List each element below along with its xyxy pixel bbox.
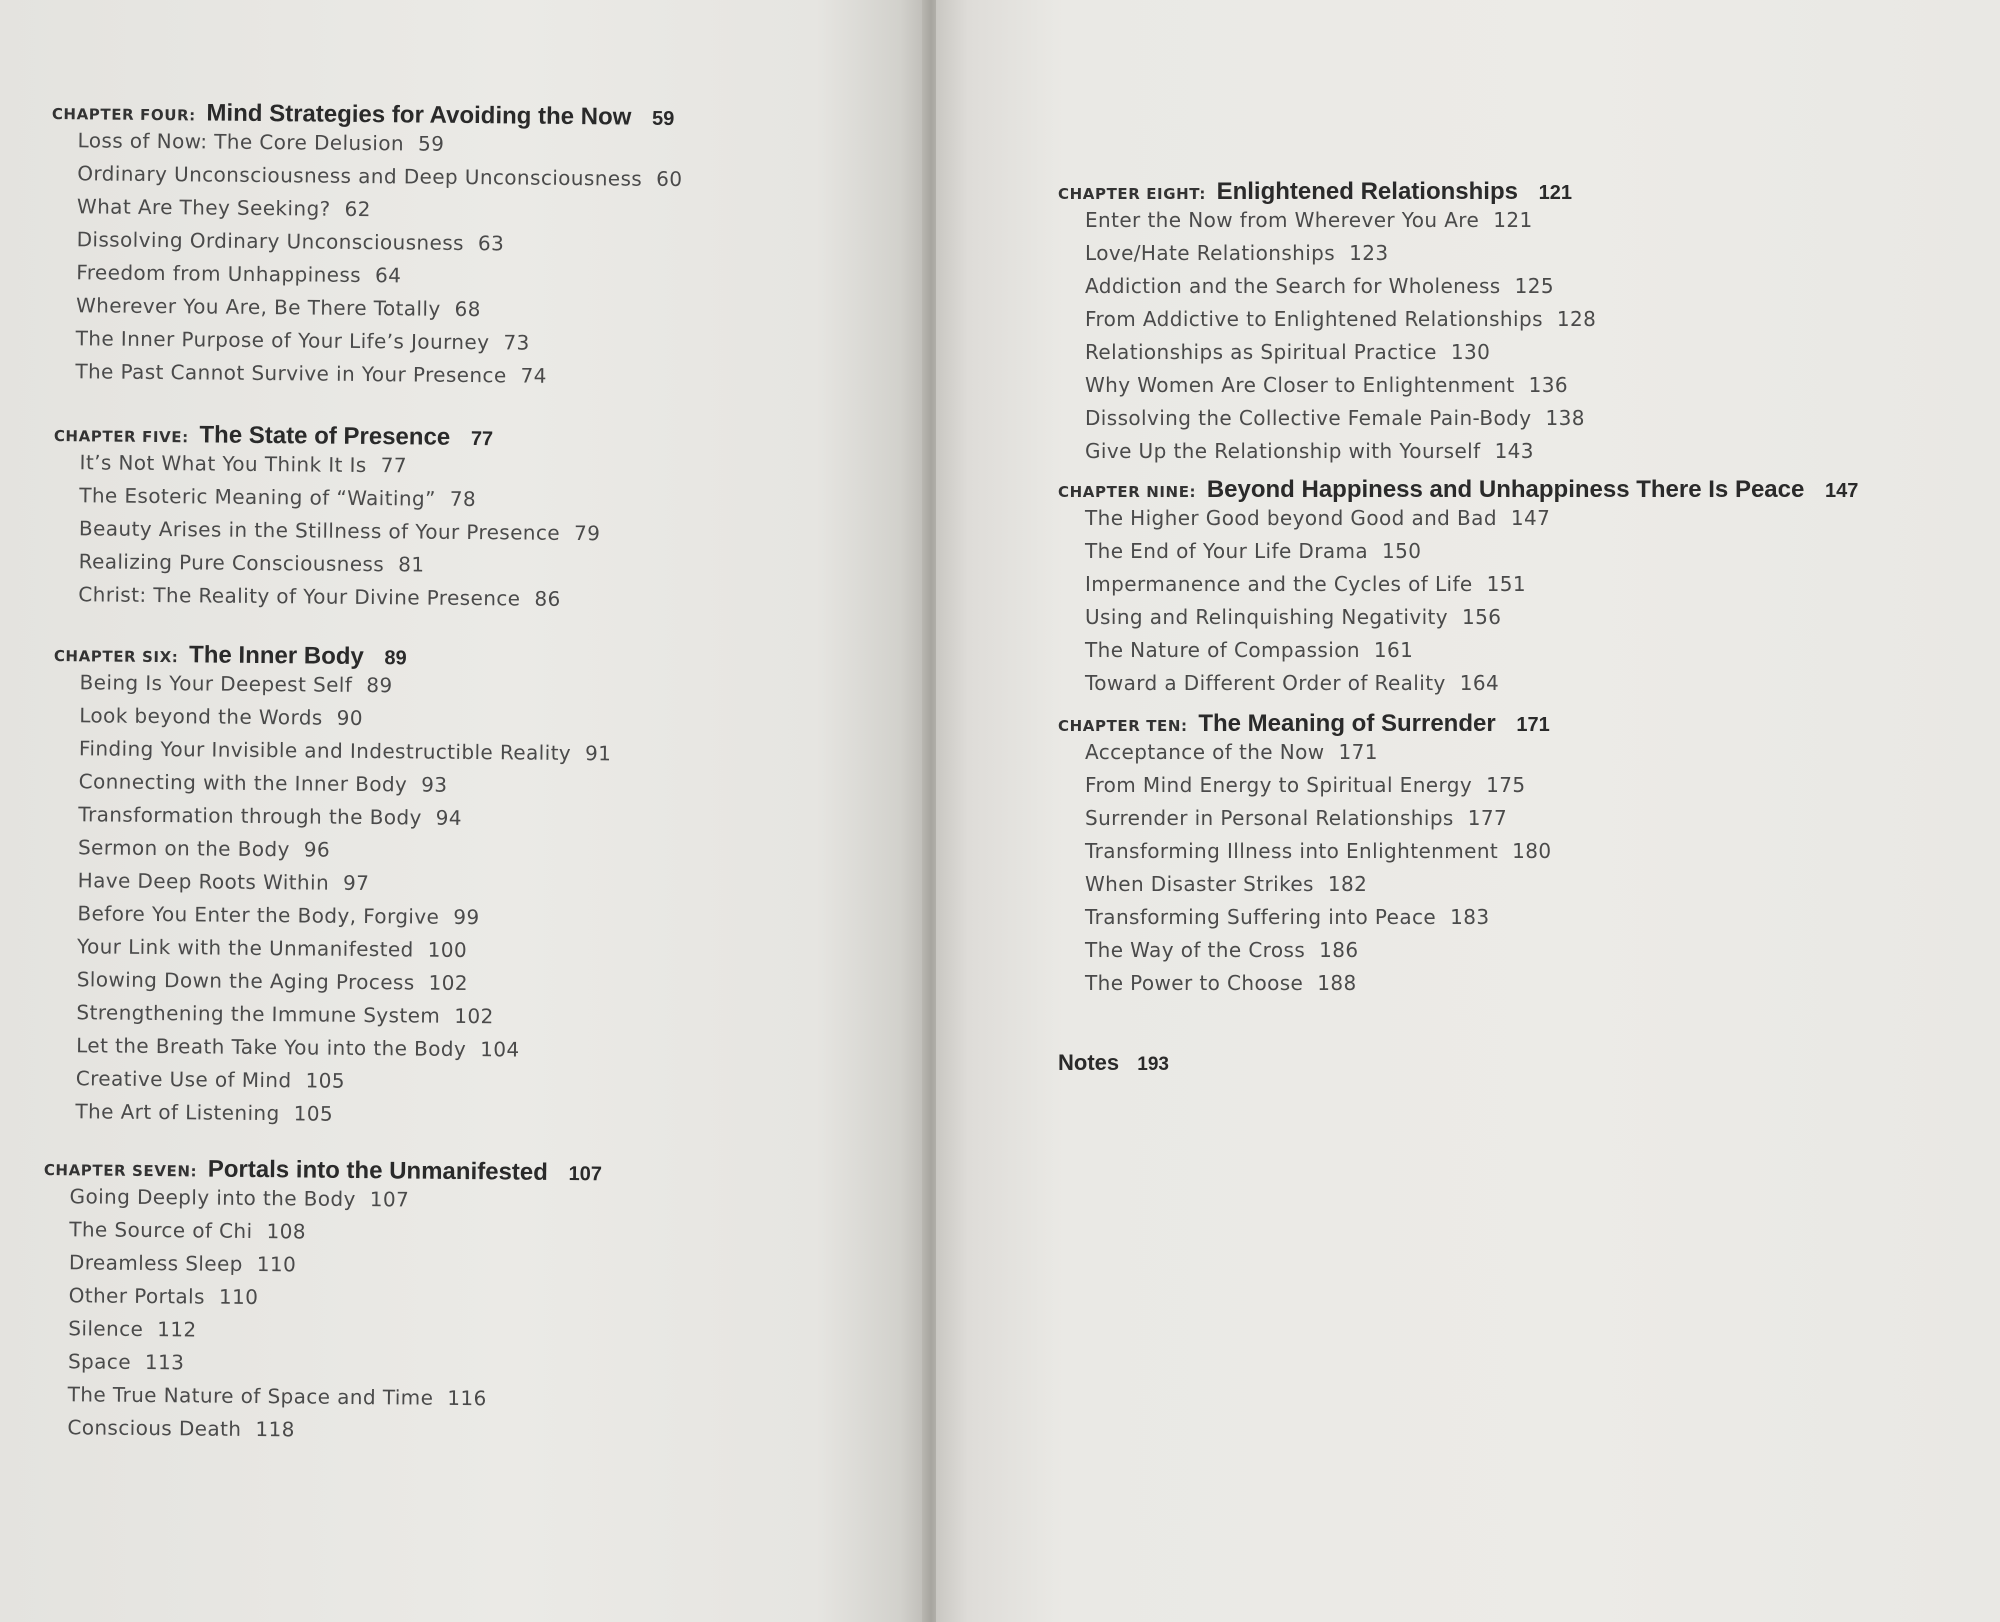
toc-entry [79,545,601,583]
toc-entry [76,1062,609,1100]
chapter-label: CHAPTER SEVEN: [43,1160,198,1181]
entry-title: Beauty Arises in the Stillness of Your Presence [78,516,561,545]
entry-page-number: 102 [454,1003,494,1029]
chapter-page-number: 107 [568,1163,603,1186]
entry-title: Enter the Now from Wherever You Are [1085,208,1480,232]
chapter-page-number: 59 [651,107,675,130]
toc-entry [1085,769,1552,802]
entry-page-number: 125 [1514,274,1554,298]
entry-page-number: 177 [1467,806,1508,830]
entry-title: Impermanence and the Cycles of Life [1085,572,1473,596]
chapter-page-number: 89 [384,647,407,670]
entry-title: Acceptance of the Now [1085,740,1325,764]
entry-page-number: 136 [1528,373,1569,397]
toc-entry [77,963,610,1001]
entry-title: Conscious Death [67,1415,242,1441]
entry-title: The End of Your Life Drama [1085,539,1369,563]
entry-page-number: 138 [1545,406,1585,430]
chapter-page-number: 147 [1825,480,1859,502]
toc-entry [79,765,612,803]
toc-entry [1085,336,1596,369]
section-list [49,666,612,1133]
chapter-seven [41,1156,602,1449]
toc-entry [68,1378,600,1416]
entry-page-number: 151 [1486,572,1526,596]
toc-entry [78,831,611,869]
chapter-title: The Inner Body [189,641,364,670]
entry-title: The True Nature of Space and Time [67,1382,434,1410]
entry-title: Transforming Suffering into Peace [1085,905,1437,929]
entry-title: Christ: The Reality of Your Divine Presence [78,582,521,611]
toc-entry [1085,369,1596,402]
entry-page-number: 118 [255,1417,295,1442]
notes-entry [1058,1050,1169,1076]
chapter-five [52,422,601,616]
entry-page-number: 81 [398,552,425,577]
entry-title: It’s Not What You Think It Is [79,450,367,478]
entry-page-number: 79 [573,520,601,546]
entry-title: Have Deep Roots Within [77,868,330,895]
entry-title: Transformation through the Body [78,802,422,830]
entry-title: Wherever You Are, Be There Totally [75,293,441,321]
toc-entry [1085,901,1552,934]
entry-page-number: 100 [427,937,468,962]
chapter-label: CHAPTER TEN: [1058,717,1188,735]
entry-page-number: 91 [584,741,612,766]
toc-entry [68,1312,600,1350]
toc-entry [1085,237,1596,270]
entry-title: Dissolving Ordinary Unconsciousness [76,227,465,255]
entry-title: Freedom from Unhappiness [76,260,362,287]
entry-title: The Art of Listening [75,1099,280,1126]
chapter-title: Enlightened Relationships [1216,178,1518,205]
entry-title: Sermon on the Body [77,835,290,862]
entry-page-number: 161 [1373,638,1414,662]
toc-entry [77,930,610,968]
toc-entry [1085,568,1858,601]
toc-entry [78,864,611,902]
chapter-title: The State of Presence [199,421,451,451]
chapter-heading [1058,712,1552,736]
entry-page-number: 74 [520,363,547,388]
entry-page-number: 182 [1327,872,1368,896]
section-list [1058,736,1552,1000]
entry-title: Relationships as Spiritual Practice [1085,340,1437,364]
entry-title: From Addictive to Enlightened Relationships [1085,307,1543,331]
toc-entry [79,479,601,517]
entry-title: The Source of Chi [69,1217,253,1244]
entry-page-number: 113 [144,1349,185,1375]
entry-title: Realizing Pure Consciousness [78,549,385,577]
toc-entry [1085,303,1596,336]
entry-title: Transforming Illness into Enlightenment [1085,839,1499,863]
entry-title: Surrender in Personal Relationships [1085,806,1454,830]
chapter-heading [1058,478,1858,502]
toc-entry [1085,667,1858,700]
entry-title: The Esoteric Meaning of “Waiting” [79,483,436,511]
entry-page-number: 143 [1494,439,1534,463]
entry-title: Strengthening the Immune System [76,1000,441,1028]
entry-title: Going Deeply into the Body [69,1184,356,1211]
entry-title: The Way of the Cross [1085,938,1306,962]
entry-page-number: 97 [342,870,370,896]
entry-page-number: 164 [1459,671,1500,695]
entry-page-number: 62 [344,196,371,222]
entry-title: The Nature of Compassion [1085,638,1360,662]
entry-title: The Inner Purpose of Your Life’s Journey [75,326,490,355]
entry-page-number: 123 [1349,241,1389,265]
entry-page-number: 183 [1450,905,1490,929]
chapter-heading [1058,180,1596,204]
toc-entry [1085,435,1596,468]
section-list [1058,204,1596,468]
entry-page-number: 63 [477,231,505,256]
entry-page-number: 105 [305,1068,346,1093]
chapter-label: CHAPTER NINE: [1058,483,1197,501]
entry-page-number: 156 [1462,605,1502,629]
entry-title: Give Up the Relationship with Yourself [1085,439,1481,463]
entry-title: The Past Cannot Survive in Your Presence [75,359,507,388]
entry-title: From Mind Energy to Spiritual Energy [1085,773,1473,797]
entry-page-number: 110 [218,1284,259,1310]
chapter-title: Portals into the Unmanifested [207,1155,548,1186]
entry-page-number: 180 [1512,839,1552,863]
entry-page-number: 121 [1493,208,1533,232]
chapter-ten [1058,712,1552,1000]
entry-page-number: 175 [1486,773,1526,797]
left-page [0,0,928,1622]
entry-title: Connecting with the Inner Body [78,769,408,797]
section-list [41,1180,602,1449]
toc-entry [1085,634,1858,667]
section-list [52,446,601,616]
entry-page-number: 188 [1317,971,1357,995]
entry-page-number: 86 [534,586,561,611]
toc-entry [69,1213,601,1251]
toc-entry [68,1345,600,1383]
toc-entry [1085,601,1858,634]
entry-title: Loss of Now: The Core Delusion [77,128,405,156]
toc-entry [79,446,601,484]
entry-page-number: 64 [374,263,402,288]
chapter-six [49,642,612,1133]
toc-entry [1085,802,1552,835]
toc-entry [69,1246,601,1284]
entry-page-number: 107 [369,1187,410,1212]
toc-entry [1085,502,1858,535]
toc-entry [75,355,680,394]
section-list [1058,502,1858,700]
entry-page-number: 68 [454,296,481,322]
entry-title: Space [67,1349,132,1374]
toc-entry [1085,270,1596,303]
toc-entry [1085,934,1552,967]
toc-entry [69,1180,601,1218]
toc-entry [77,897,610,935]
chapter-label: CHAPTER SIX: [53,646,179,667]
entry-title: Finding Your Invisible and Indestructible Reality [78,736,572,765]
entry-title: Toward a Different Order of Reality [1085,671,1446,695]
toc-entry [67,1411,599,1449]
toc-entry [69,1279,601,1317]
notes-title: Notes [1058,1050,1120,1075]
entry-page-number: 99 [453,904,480,930]
entry-title: Ordinary Unconsciousness and Deep Unconsciousness [77,161,643,191]
entry-page-number: 128 [1556,307,1597,331]
entry-title: The Higher Good beyond Good and Bad [1085,506,1497,530]
entry-page-number: 102 [428,970,469,995]
entry-title: Love/Hate Relationships [1085,241,1336,265]
entry-title: When Disaster Strikes [1085,872,1314,896]
entry-page-number: 59 [417,131,445,156]
toc-entry [79,732,612,770]
toc-entry [1085,835,1552,868]
toc-entry [76,1029,609,1067]
entry-title: Dreamless Sleep [68,1250,243,1276]
toc-entry [1085,535,1858,568]
entry-page-number: 110 [256,1252,297,1277]
entry-title: Dissolving the Collective Female Pain-Body [1085,406,1532,430]
chapter-nine [1058,478,1858,700]
entry-page-number: 78 [449,486,477,512]
toc-entry [79,699,612,737]
chapter-page-number: 171 [1516,714,1550,736]
entry-title: Being Is Your Deepest Self [79,670,353,697]
entry-page-number: 171 [1338,740,1378,764]
toc-entry [1085,204,1596,237]
entry-page-number: 116 [447,1385,487,1411]
chapter-label: CHAPTER FIVE: [53,426,189,447]
toc-entry [78,798,611,836]
entry-title: Let the Breath Take You into the Body [76,1033,467,1061]
toc-entry [75,1095,608,1133]
entry-title: Silence [68,1316,144,1341]
toc-entry [1085,868,1552,901]
entry-title: Your Link with the Unmanifested [76,934,414,962]
entry-page-number: 89 [366,673,393,698]
entry-title: Other Portals [68,1283,206,1309]
toc-entry [78,578,600,616]
entry-page-number: 105 [293,1101,334,1126]
chapter-page-number: 121 [1538,182,1572,204]
entry-title: Look beyond the Words [79,703,323,730]
toc-entry [79,512,601,550]
entry-page-number: 73 [503,330,530,355]
entry-page-number: 90 [336,705,364,730]
entry-page-number: 77 [380,453,408,478]
entry-page-number: 186 [1319,938,1359,962]
toc-entry [1085,402,1596,435]
notes-page-number: 193 [1137,1054,1169,1075]
entry-title: The Power to Choose [1085,971,1304,995]
entry-title: Before You Enter the Body, Forgive [77,901,440,929]
chapter-page-number: 77 [470,428,494,451]
toc-entry [79,666,612,704]
entry-title: Using and Relinquishing Negativity [1085,605,1449,629]
entry-title: Addiction and the Search for Wholeness [1085,274,1501,298]
entry-page-number: 96 [303,837,331,862]
entry-page-number: 130 [1450,340,1491,364]
chapter-label: CHAPTER FOUR: [51,104,196,125]
entry-title: What Are They Seeking? [76,194,331,221]
entry-page-number: 150 [1382,539,1422,563]
chapter-label: CHAPTER EIGHT: [1058,185,1206,203]
chapter-title: The Meaning of Surrender [1198,710,1496,737]
entry-page-number: 94 [435,805,463,830]
section-list [49,124,683,394]
chapter-title: Mind Strategies for Avoiding the Now [206,99,632,131]
entry-page-number: 93 [421,772,448,797]
entry-title: Why Women Are Closer to Enlightenment [1085,373,1515,397]
entry-page-number: 104 [480,1037,520,1062]
entry-page-number: 60 [656,166,683,192]
entry-page-number: 147 [1510,506,1551,530]
entry-title: Creative Use of Mind [75,1066,292,1093]
chapter-four [49,100,683,394]
toc-entry [1085,736,1552,769]
chapter-eight [1058,180,1596,468]
toc-entry [1085,967,1552,1000]
entry-page-number: 108 [266,1219,307,1244]
toc-entry [76,996,609,1034]
entry-page-number: 112 [157,1317,197,1342]
chapter-title: Beyond Happiness and Unhappiness There Is Peace [1206,476,1805,503]
entry-title: Slowing Down the Aging Process [76,967,415,995]
